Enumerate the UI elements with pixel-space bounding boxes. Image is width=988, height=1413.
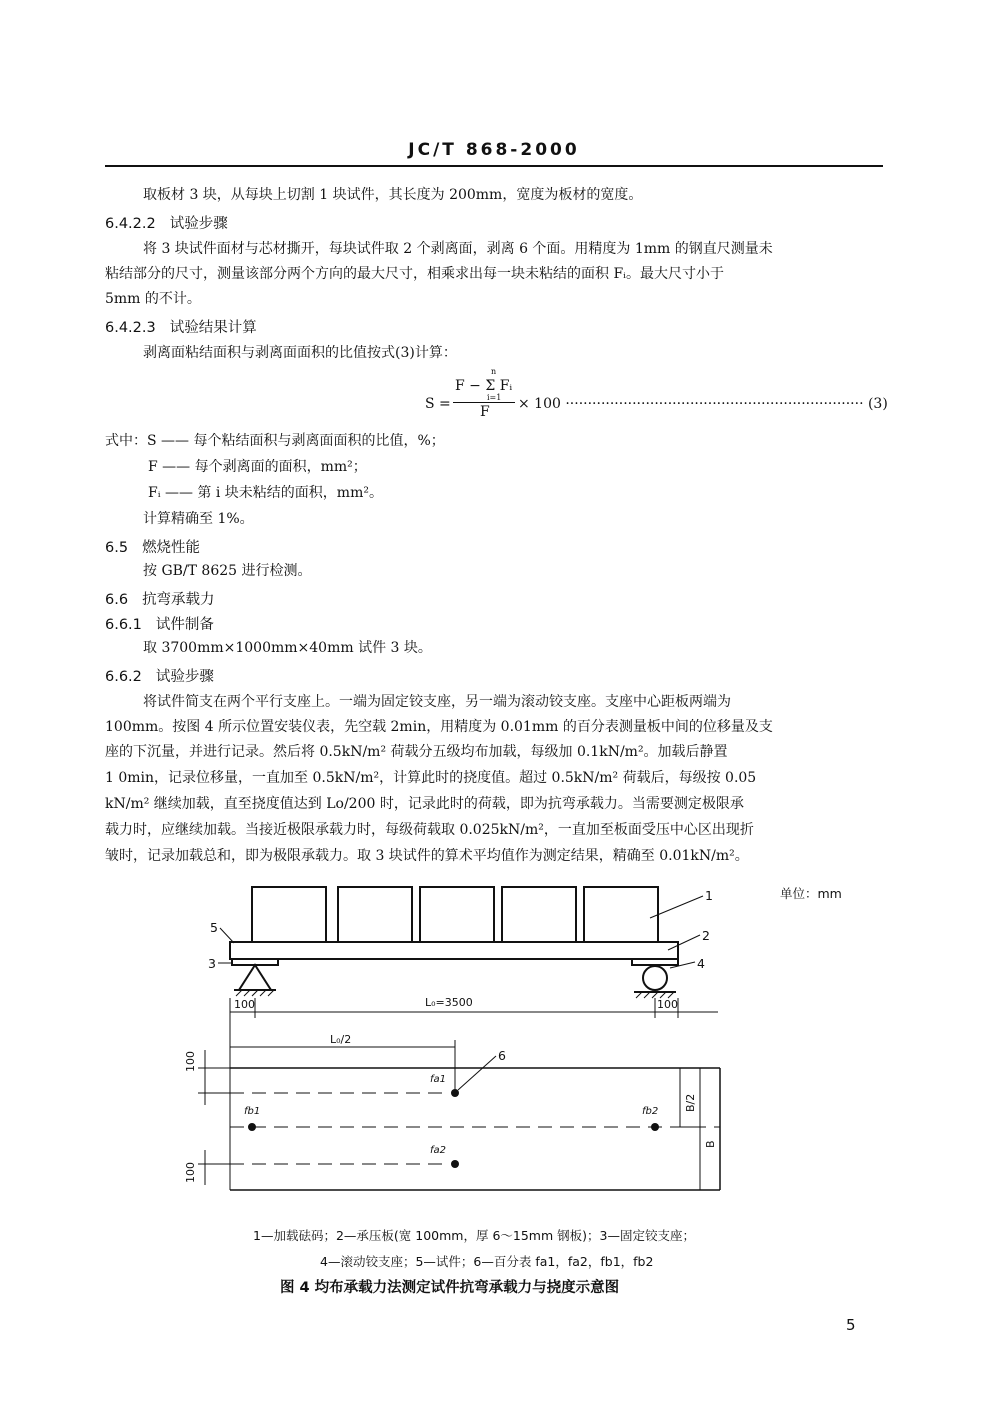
label-6: 6 xyxy=(498,1048,506,1063)
figure-unit-label: 单位：mm xyxy=(780,886,842,901)
formula-sum-lower: i=1 xyxy=(487,393,502,402)
paragraph-specimen-cut: 取板材 3 块，从每块上切割 1 块试件，其长度为 200mm，宽度为板材的宽度。 xyxy=(143,187,643,203)
bearing-plate-right xyxy=(632,959,678,965)
label-5: 5 xyxy=(210,920,218,935)
dim-L0-half: L₀/2 xyxy=(330,1033,352,1046)
paragraph-procedure-2: 粘结部分的尺寸，测量该部分两个方向的最大尺寸，相乘求出每一块未粘结的面积 Fᵢ。最大尺寸小于 xyxy=(105,266,724,282)
where-fi: Fᵢ —— 第 i 块未粘结的面积，mm²。 xyxy=(148,485,383,501)
heading-text: 试验步骤 xyxy=(155,669,214,685)
label-fb1: fb1 xyxy=(244,1106,261,1117)
paragraph-test-1: 将试件简支在两个平行支座上。一端为固定铰支座，另一端为滚动铰支座。支座中心距板两端为 xyxy=(143,694,731,710)
heading-text: 抗弯承载力 xyxy=(142,592,215,608)
heading-number: 6.6.1 xyxy=(105,617,142,633)
paragraph-test-7: 皱时，记录加载总和，即为极限承载力。取 3 块试件的算术平均值作为测定结果，精确至 0.01kN/m²。 xyxy=(105,848,749,864)
dim-100-plan-bottom: 100 xyxy=(184,1162,197,1183)
heading-number: 6.6 xyxy=(105,592,129,608)
where-s: 式中：S —— 每个粘结面积与剥离面面积的比值，%； xyxy=(105,433,445,449)
paragraph-combustion: 按 GB/T 8625 进行检测。 xyxy=(143,563,312,579)
dim-B-half: B/2 xyxy=(684,1093,697,1112)
heading-text: 试验步骤 xyxy=(169,216,228,232)
label-1: 1 xyxy=(705,888,713,903)
formula-rhs: × 100 ··································································· (3) xyxy=(518,396,888,412)
paragraph-procedure-3: 5mm 的不计。 xyxy=(105,291,201,307)
formula-lhs: S = xyxy=(425,396,451,412)
paragraph-test-6: 载力时，应继续加载。当接近极限承载力时，每级荷载取 0.025kN/m²，一直加至板面受压中心区出现折 xyxy=(105,822,754,838)
dim-B: B xyxy=(704,1140,717,1148)
label-2: 2 xyxy=(702,928,710,943)
label-fa2: fa2 xyxy=(430,1145,447,1156)
heading-number: 6.4.2.2 xyxy=(105,216,156,232)
paragraph-precision: 计算精确至 1%。 xyxy=(143,511,254,527)
formula-numerator: F − Σ Fᵢ xyxy=(455,378,513,394)
dim-100-plan-top: 100 xyxy=(184,1051,197,1072)
dial-gauge-fb2 xyxy=(651,1123,659,1131)
paragraph-specimen-size: 取 3700mm×1000mm×40mm 试件 3 块。 xyxy=(143,640,432,656)
formula-denominator: F xyxy=(480,404,490,420)
fixed-hinge-support xyxy=(239,965,271,990)
paragraph-test-3: 座的下沉量，并进行记录。然后将 0.5kN/m² 荷载分五级均布加载，每级加 0.1kN/m²。加载后静置 xyxy=(105,744,728,760)
weight-block-1 xyxy=(252,887,326,942)
heading-number: 6.6.2 xyxy=(105,669,142,685)
dim-100-left: 100 xyxy=(234,998,255,1011)
dial-gauge-fa2 xyxy=(451,1160,459,1168)
paragraph-test-4: 1 0min，记录位移量，一直加至 0.5kN/m²，计算此时的挠度值。超过 0.5kN/m² 荷载后，每级按 0.05 xyxy=(105,770,757,786)
dial-gauge-fb1 xyxy=(248,1123,256,1131)
paragraph-formula-intro: 剥离面粘结面积与剥离面面积的比值按式(3)计算： xyxy=(143,345,457,361)
where-f: F —— 每个剥离面的面积，mm²； xyxy=(148,459,367,475)
figure-title: 图 4 均布承载力法测定试件抗弯承载力与挠度示意图 xyxy=(280,1280,620,1296)
label-fa1: fa1 xyxy=(430,1074,447,1085)
label-4: 4 xyxy=(697,956,705,971)
heading-text: 试验结果计算 xyxy=(169,320,257,336)
weight-block-4 xyxy=(502,887,576,942)
figure-caption-line-2: 4—滚动铰支座；5—试件；6—百分表 fa1，fa2，fb1，fb2 xyxy=(320,1254,654,1269)
weight-block-5 xyxy=(584,887,658,942)
label-3: 3 xyxy=(208,956,216,971)
paragraph-test-2: 100mm。按图 4 所示位置安装仪表，先空载 2min，用精度为 0.01mm 的百分表测量板中间的位移量及支 xyxy=(105,719,773,735)
heading-text: 燃烧性能 xyxy=(142,540,201,556)
heading-number: 6.4.2.3 xyxy=(105,320,156,336)
document-code-header: JC/T 868-2000 xyxy=(408,140,580,160)
weight-block-3 xyxy=(420,887,494,942)
page-number: 5 xyxy=(846,1316,856,1334)
roller-hinge-support xyxy=(643,966,667,990)
dial-gauge-fa1 xyxy=(451,1089,459,1097)
heading-text: 试件制备 xyxy=(155,617,214,633)
figure-caption-line-1: 1—加载砝码；2—承压板(宽 100mm，厚 6～15mm 钢板)；3—固定铰支座； xyxy=(253,1228,695,1243)
dim-L0-span: L₀=3500 xyxy=(425,996,473,1009)
dim-100-right: 100 xyxy=(657,998,678,1011)
paragraph-test-5: kN/m² 继续加载，直至挠度值达到 Lo/200 时，记录此时的荷载，即为抗弯承载力。当需要测定极限承 xyxy=(105,796,744,812)
formula-sum-upper: n xyxy=(491,367,497,376)
heading-number: 6.5 xyxy=(105,540,129,556)
paragraph-procedure-1: 将 3 块试件面材与芯材撕开，每块试件取 2 个剥离面，剥离 6 个面。用精度为 1mm 的钢直尺测量未 xyxy=(143,241,773,257)
specimen-board xyxy=(230,942,678,959)
weight-block-2 xyxy=(338,887,412,942)
label-fb2: fb2 xyxy=(642,1106,659,1117)
